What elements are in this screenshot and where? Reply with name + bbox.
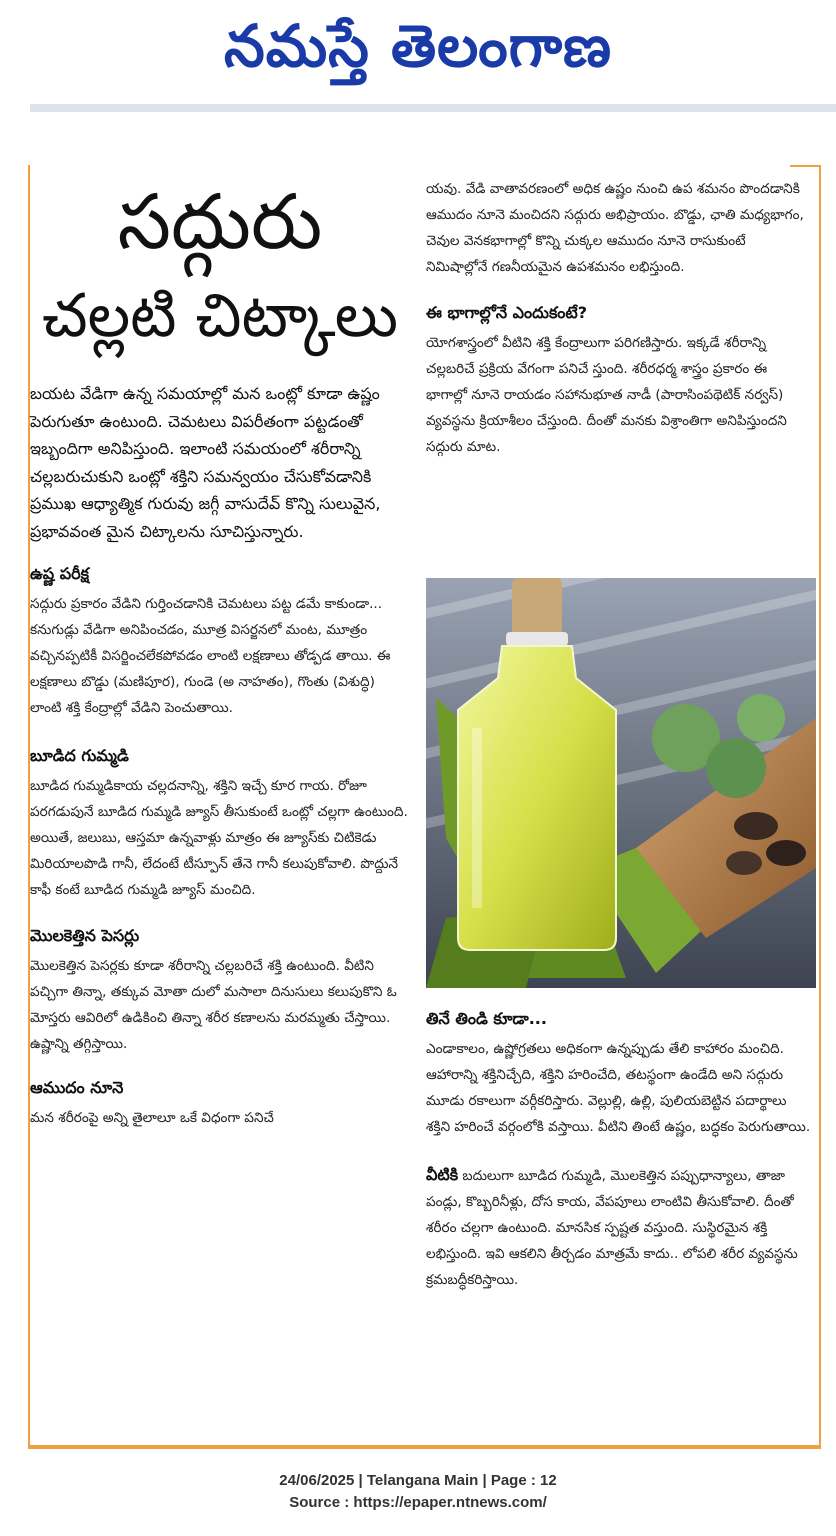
right-column-bottom [426,1006,811,1293]
section-food-text: ఎండాకాలం, ఉష్ణోగ్రతలు అధికంగా ఉన్నప్పుడు తేలి కాహారం మంచిది. ఆహారాన్ని శక్తినిచ్చేది, శక్తిని హరించేది, తటస్థంగా ఉండేది అని సద్గురు మూడు రకాలుగా వర్గీకరిస్తారు. వెల్లుల్లి, ఉల్లి, పులియబెట్టిన పదార్థాలు శక్తిని హరించే వర్గంలోకి వస్తాయి. వీటిని తింటే ఉష్ణం, బద్ధకం పెరుగుతాయి. [426,1041,811,1135]
footer-edition-info: 24/06/2025 | Telangana Main | Page : 12 [279,1472,557,1489]
section-ash-gourd-text: బూడిద గుమ్మడికాయ చల్లదనాన్ని, శక్తిని ఇచ్చే కూర గాయ. రోజూ పరగడుపునే బూడిద గుమ్మడి జ్యూస్ తీసుకుంటే ఒంట్లో చల్లగా ఉంటుంది. అయితే, జలుబు, ఆస్తమా ఉన్నవాళ్లు మాత్రం ఈ జ్యూస్‌కు చిటికెడు మిరియాలపొడి గానీ, లేదంటే టీస్పూన్ తేనె గానీ కలుపుకోవాలి. పొద్దునే కాఫీ కంటే బూడిద గుమ్మడి జ్యూస్ మంచిది. [30,778,408,898]
section-castor-oil-text: మన శరీరంపై అన్ని తైలాలూ ఒకే విధంగా పనిచే [30,1110,274,1126]
newspaper-logo: నమస్తే తెలంగాణ [224,12,612,80]
castor-oil-photo [426,578,816,988]
section-castor-oil-title: ఆముదం నూనె [30,1078,124,1097]
section-alternatives-body: బదులుగా బూడిద గుమ్మడి, మొలకెత్తిన పప్పుధాన్యాలు, తాజా పండ్లు, కొబ్బరినీళ్లు, దోస కాయ, వేపపూలు లాంటివి తీసుకోవాలి. దీంతో శరీరం చల్లగా ఉంటుంది. మానసిక స్పష్టత వస్తుంది. సుస్థిరమైన శక్తి లభిస్తుంది. ఇవి ఆకలిని తీర్చడం మాత్రమే కాదు.. లోపలి శరీర వ్యవస్థను క్రమబద్ధీకరిస్తాయి. [426,1168,798,1288]
section-heat-test-text: సద్గురు ప్రకారం వేడిని గుర్తించడానికి చెమటలు పట్ట డమే కాకుండా... కనుగుడ్లు వేడిగా అనిపించడం, మూత్ర విసర్జనలో మంట, మూత్రం వచ్చినప్పటికీ విసర్జించలేకపోవడం లాంటి లక్షణాలు తోడ్పడ తాయి. ఈ లక్షణాలు బొడ్డు (మణిపూర), గుండె (అ నాహతం), గొంతు (విశుద్ధి) లాంటి శక్తి కేంద్రాల్లో వేడిని పెంచుతాయి. [30,596,391,716]
frame-top-border [790,165,821,167]
section-alternatives-text [426,1162,811,1293]
section-ash-gourd-title: బూడిద గుమ్మడి [30,746,129,765]
masthead [0,0,836,92]
section-sprouts-title: మొలకెత్తిన పెసర్లు [30,926,140,945]
frame-right-border [819,165,821,1447]
section-why-these-parts-title: ఈ భాగాల్లోనే ఎందుకంటే? [426,303,588,322]
article-headline [30,170,410,358]
section-heat-test-title: ఉష్ణ పరీక్ష [30,564,89,583]
footer-source-link[interactable]: Source : https://epaper.ntnews.com/ [289,1494,547,1511]
lead-paragraph: బయట వేడిగా ఉన్న సమయాల్లో మన ఒంట్లో కూడా ఉష్ణం పెరుగుతూ ఉంటుంది. చెమటలు విపరీతంగా పట్టడంతో ఇబ్బందిగా అనిపిస్తుంది. ఇలాంటి సమయంలో శరీరాన్ని చల్లబరుచుకుని ఒంట్లో శక్తిని సమన్వయం చేసుకోవడానికి ప్రముఖ ఆధ్యాత్మిక గురువు జగ్గీ వాసుదేవ్ కొన్ని సులువైన, ప్రభావవంత మైన చిట్కాలను సూచిస్తున్నారు. [30,384,381,541]
header-rule [30,104,836,112]
section-sprouts-text: మొలకెత్తిన పెసర్లకు కూడా శరీరాన్ని చల్లబరిచే శక్తి ఉంటుంది. వీటిని పచ్చిగా తిన్నా, తక్కువ మోతా దులో మసాలా దినుసులు కలుపుకొని ఓ మోస్తరు ఆవిరిలో ఉడికించి తిన్నా శరీర కణాలను మరమ్మతు చేస్తాయి. ఉష్ణాన్ని తగ్గిస్తాయి. [30,958,397,1052]
section-food-title: తినే తిండి కూడా... [426,1009,547,1028]
section-alternatives-lead: వీటికి [426,1165,459,1184]
right-column-top [426,176,811,460]
page-footer [0,1470,836,1514]
headline-line-1: సద్గురు [117,177,323,266]
headline-line-2: చల్లటి చిట్కాలు [41,281,399,351]
left-column [30,380,410,1131]
section-why-these-parts-text: యోగశాస్త్రంలో వీటిని శక్తి కేంద్రాలుగా పరిగణిస్తారు. ఇక్కడే శరీరాన్ని చల్లబరిచే ప్రక్రియ వేగంగా పనిచే స్తుంది. శరీరధర్మ శాస్త్రం ప్రకారం ఈ భాగాల్లో నూనె రాయడం సహానుభూత నాడీ (పారాసింపథెటిక్ నర్వస్) వ్యవస్థను క్రియాశీలం చేస్తుంది. దీంతో మనకు విశ్రాంతిగా అనిపిస్తుందని సద్గురు మాట. [426,335,787,455]
frame-bottom-border [28,1445,821,1449]
section-castor-oil-continued: యవు. వేడి వాతావరణంలో అధిక ఉష్ణం నుంచి ఉప శమనం పొందడానికి ఆముదం నూనె మంచిదని సద్గురు అభిప్రాయం. బొడ్డు, ఛాతి మధ్యభాగం, చెవుల వెనకభాగాల్లో కొన్ని చుక్కల ఆముదం నూనె రాసుకుంటే నిమిషాల్లోనే గణనీయమైన ఉపశమనం లభిస్తుంది. [426,181,804,275]
